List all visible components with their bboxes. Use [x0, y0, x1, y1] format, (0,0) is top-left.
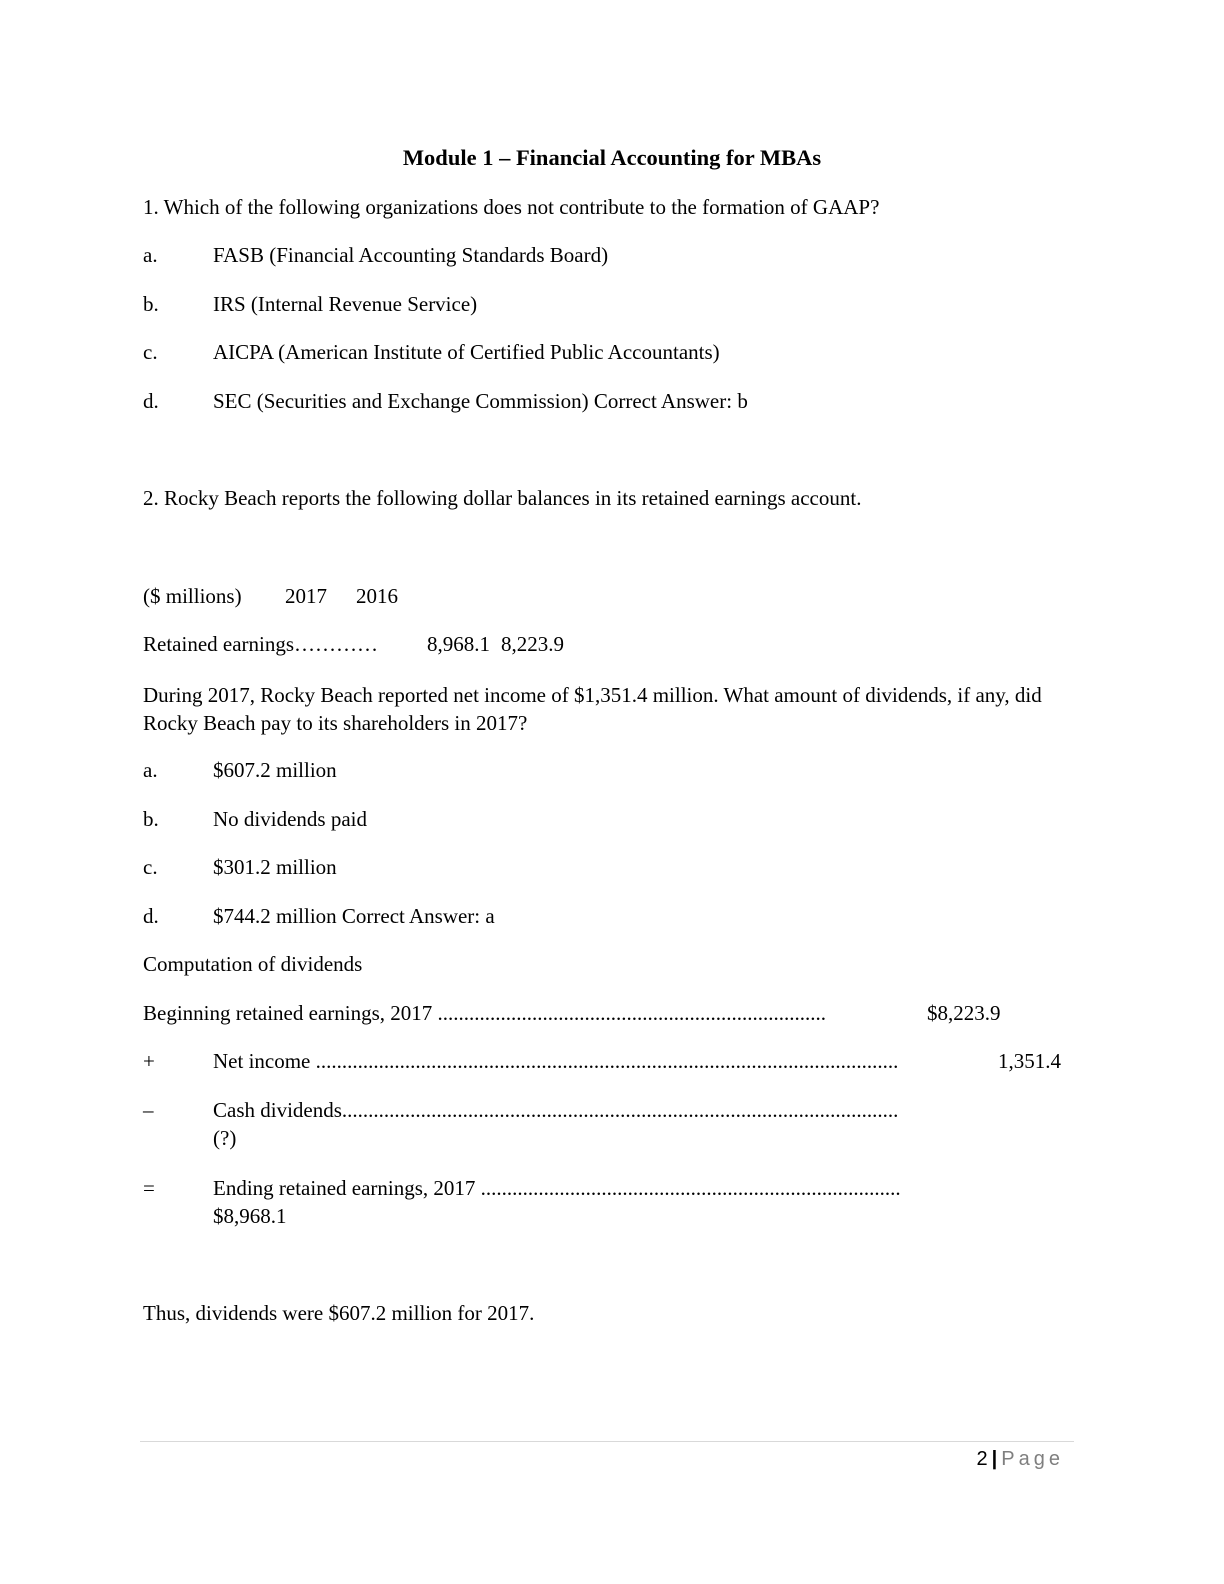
q2-option-d-letter: d.: [143, 904, 159, 928]
question-2-text: 2. Rocky Beach reports the following dollar balances in its retained earnings account.: [143, 486, 862, 510]
q1-option-a-letter: a.: [143, 243, 158, 267]
page-separator: |: [991, 1448, 998, 1470]
q1-option-d-letter: d.: [143, 389, 159, 413]
conclusion-text: Thus, dividends were $607.2 million for 2017.: [143, 1301, 535, 1325]
page-title: Module 1 – Financial Accounting for MBAs: [402, 145, 822, 170]
net-income-label: Net income ...............................................................................................................: [213, 1049, 899, 1073]
table-unit-label: ($ millions): [143, 584, 242, 608]
q2-option-d-text: $744.2 million Correct Answer: a: [213, 904, 495, 928]
table-row-label: Retained earnings…………: [143, 632, 379, 656]
footer-divider: [140, 1441, 1074, 1442]
ending-re-label: Ending retained earnings, 2017 ................................................................................: [213, 1176, 901, 1200]
question-2-prompt: During 2017, Rocky Beach reported net income of $1,351.4 million. What amount of dividends, if any, did Rocky Beach pay to its shareholders in 2017?: [143, 683, 1042, 735]
page-word: Page: [1001, 1448, 1064, 1470]
page-footer: [977, 1448, 1064, 1471]
q2-option-c-letter: c.: [143, 855, 158, 879]
table-year-2016: 2016: [356, 584, 398, 608]
q2-option-c-text: $301.2 million: [213, 855, 337, 879]
ending-re-sign: =: [143, 1176, 155, 1200]
net-income-value: 1,351.4: [998, 1049, 1061, 1073]
q2-option-b-letter: b.: [143, 807, 159, 831]
ending-re-value: $8,968.1: [213, 1204, 287, 1228]
q1-option-c-text: AICPA (American Institute of Certified Public Accountants): [213, 340, 720, 364]
q1-option-b-letter: b.: [143, 292, 159, 316]
cash-dividends-sign: –: [143, 1098, 154, 1122]
cash-dividends-label: Cash dividends..........................................................................................................: [213, 1098, 899, 1122]
q1-option-b-text: IRS (Internal Revenue Service): [213, 292, 478, 316]
page-number: 2: [976, 1448, 988, 1470]
cash-dividends-value: (?): [213, 1126, 237, 1150]
q2-option-b-text: No dividends paid: [213, 807, 367, 831]
table-value-2017: 8,968.1: [427, 632, 490, 656]
q2-option-a-letter: a.: [143, 758, 158, 782]
net-income-sign: +: [143, 1049, 155, 1073]
computation-heading: Computation of dividends: [143, 952, 363, 976]
table-value-2016: 8,223.9: [501, 632, 564, 656]
beginning-re-value: $8,223.9: [927, 1001, 1001, 1025]
q1-option-d-text: SEC (Securities and Exchange Commission) Correct Answer: b: [213, 389, 748, 413]
question-1-text: 1. Which of the following organizations does not contribute to the formation of GAAP?: [143, 195, 880, 219]
table-year-2017: 2017: [285, 584, 327, 608]
q1-option-a-text: FASB (Financial Accounting Standards Board): [213, 243, 609, 267]
beginning-re-label: Beginning retained earnings, 2017 ..........................................................................: [143, 1001, 827, 1025]
q1-option-c-letter: c.: [143, 340, 158, 364]
q2-option-a-text: $607.2 million: [213, 758, 337, 782]
